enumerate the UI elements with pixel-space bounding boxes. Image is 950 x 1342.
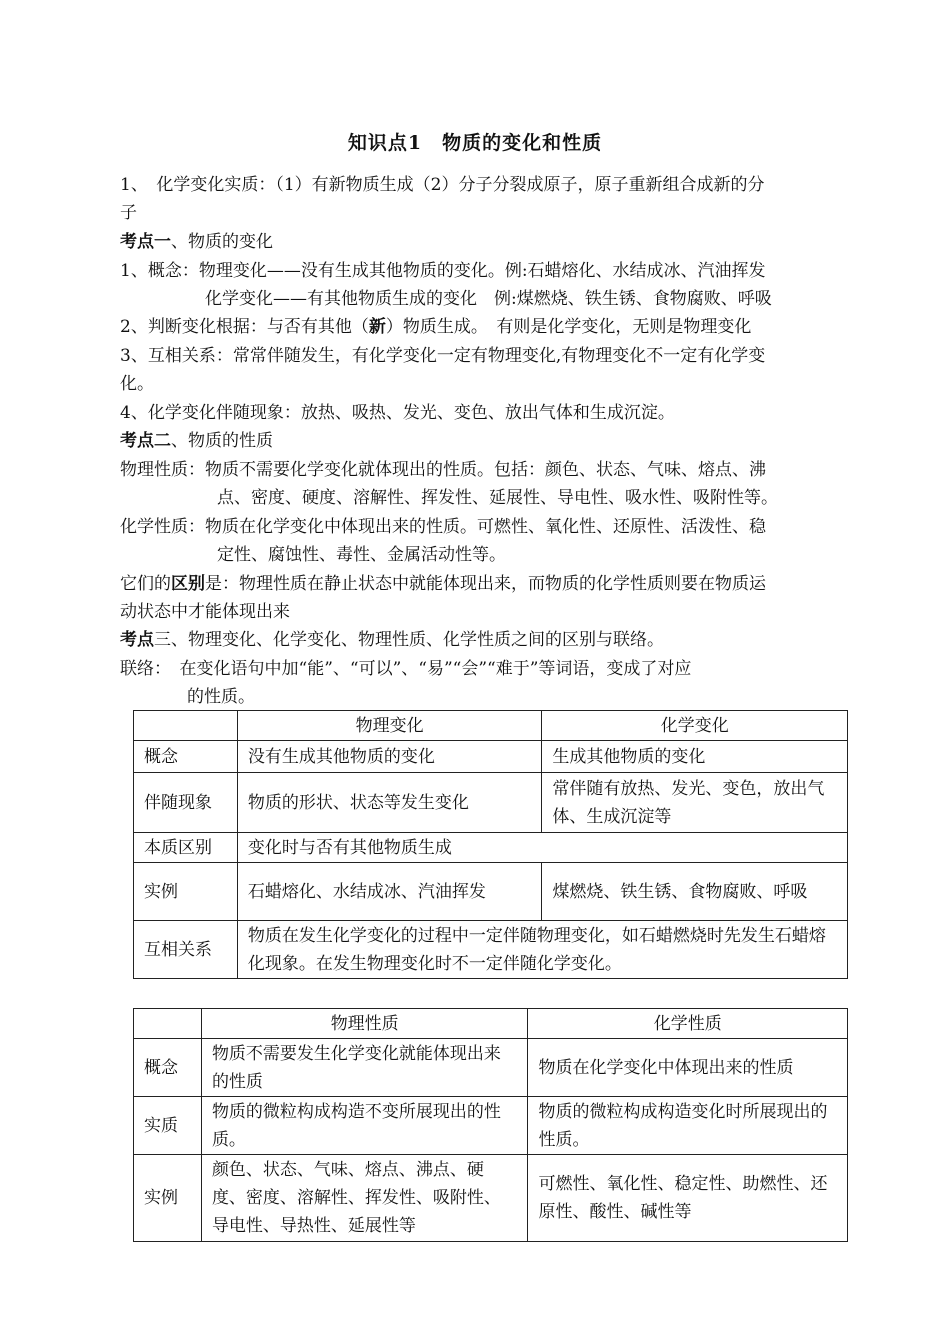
- table-cell: 物质的微粒构成构造不变所展现出的性质。: [201, 1097, 528, 1155]
- table-row: [134, 773, 848, 833]
- row-label: 概念: [134, 1039, 202, 1097]
- kp1-heading-rest: 、物质的变化: [171, 232, 273, 252]
- phenomena-line: 4、化学变化伴随现象：放热、吸热、发光、变色、放出气体和生成沉淀。: [120, 403, 675, 423]
- property-comparison-table: [133, 1008, 848, 1242]
- header-cell: [134, 1009, 202, 1039]
- intro-line-2: 子: [120, 203, 137, 223]
- change-comparison-table: [133, 710, 848, 979]
- table-header-row: [134, 711, 848, 741]
- difference-line-1: [120, 570, 766, 598]
- chemical-property-line-2: 定性、腐蚀性、毒性、金属活动性等。: [217, 545, 506, 565]
- relation-line-2: 化。: [120, 374, 154, 394]
- table-cell: 物质的微粒构成构造变化时所展现出的性质。: [528, 1097, 848, 1155]
- table-cell: 煤燃烧、铁生锈、食物腐败、呼吸: [542, 863, 848, 921]
- table-cell: 可燃性、氧化性、稳定性、助燃性、还原性、酸性、碱性等: [528, 1155, 848, 1242]
- kp1-heading-bold: 考点一: [120, 232, 171, 252]
- kp3-heading: [120, 626, 664, 654]
- row-label: 互相关系: [134, 921, 238, 979]
- chemical-property-line-1: 化学性质：物质在化学变化中体现出来的性质。可燃性、氧化性、还原性、活泼性、稳: [120, 517, 766, 537]
- table-row: [134, 833, 848, 863]
- link-line-2: 的性质。: [187, 687, 255, 707]
- table-row: [134, 741, 848, 773]
- judge-pre: 2、判断变化根据：与否有其他（: [120, 317, 369, 337]
- link-line-1: 联络： 在变化语句中加“能”、“可以”、“易”“会”“难于”等词语，变成了对应: [120, 659, 692, 679]
- table-row: [134, 921, 848, 979]
- kp1-heading: [120, 228, 273, 256]
- table-cell: 生成其他物质的变化: [542, 741, 848, 773]
- kp2-heading-rest: 、物质的性质: [171, 431, 273, 451]
- diff-post: 是：物理性质在静止状态中就能体现出来，而物质的化学性质则要在物质运: [205, 574, 766, 594]
- table-cell: 没有生成其他物质的变化: [237, 741, 542, 773]
- header-cell: 化学变化: [542, 711, 848, 741]
- table-cell: 物质的形状、状态等发生变化: [237, 773, 542, 833]
- header-cell: 物理变化: [237, 711, 542, 741]
- page-title: 知识点1 物质的变化和性质: [347, 132, 603, 154]
- concept-line-2: 化学变化——有其他物质生成的变化 例:煤燃烧、铁生锈、食物腐败、呼吸: [205, 289, 772, 309]
- table-cell: 变化时与否有其他物质生成: [237, 833, 847, 863]
- concept-line-1: 1、概念：物理变化——没有生成其他物质的变化。例:石蜡熔化、水结成冰、汽油挥发: [120, 261, 766, 281]
- row-label: 实例: [134, 863, 238, 921]
- table-cell: 石蜡熔化、水结成冰、汽油挥发: [237, 863, 542, 921]
- header-cell: 化学性质: [528, 1009, 848, 1039]
- kp3-heading-bold: 考点: [120, 630, 154, 650]
- row-label: 概念: [134, 741, 238, 773]
- table-row: [134, 863, 848, 921]
- intro-line-1: 1、 化学变化实质：（1）有新物质生成（2）分子分裂成原子，原子重新组合成新的分: [120, 175, 765, 195]
- kp2-heading: [120, 427, 273, 455]
- relation-line-1: 3、互相关系：常常伴随发生，有化学变化一定有物理变化,有物理变化不一定有化学变: [120, 346, 766, 366]
- table-cell: 物质在发生化学变化的过程中一定伴随物理变化，如石蜡燃烧时先发生石蜡熔化现象。在发生物理变化时不一定伴随化学变化。: [237, 921, 847, 979]
- kp2-heading-bold: 考点二: [120, 431, 171, 451]
- physical-property-line-1: 物理性质：物质不需要化学变化就体现出的性质。包括：颜色、状态、气味、熔点、沸: [120, 460, 766, 480]
- judge-post: ）物质生成。 有则是化学变化，无则是物理变化: [385, 317, 752, 337]
- table-cell: 常伴随有放热、发光、变色，放出气体、生成沉淀等: [542, 773, 848, 833]
- table-row: [134, 1039, 848, 1097]
- table-row: [134, 1097, 848, 1155]
- physical-property-line-2: 点、密度、硬度、溶解性、挥发性、延展性、导电性、吸水性、吸附性等。: [217, 488, 778, 508]
- diff-pre: 它们的: [120, 574, 171, 594]
- judge-bold: 新: [368, 317, 386, 337]
- table-header-row: [134, 1009, 848, 1039]
- table-row: [134, 1155, 848, 1242]
- table-cell: 物质不需要发生化学变化就能体现出来的性质: [201, 1039, 528, 1097]
- judge-line: [120, 313, 751, 341]
- table-cell: 物质在化学变化中体现出来的性质: [528, 1039, 848, 1097]
- header-cell: [134, 711, 238, 741]
- row-label: 实质: [134, 1097, 202, 1155]
- table-cell: 颜色、状态、气味、熔点、沸点、硬度、密度、溶解性、挥发性、吸附性、导电性、导热性、延展性等: [201, 1155, 528, 1242]
- diff-bold: 区别: [171, 574, 205, 594]
- header-cell: 物理性质: [201, 1009, 528, 1039]
- row-label: 本质区别: [134, 833, 238, 863]
- row-label: 伴随现象: [134, 773, 238, 833]
- kp3-heading-rest: 三、物理变化、化学变化、物理性质、化学性质之间的区别与联络。: [154, 630, 664, 650]
- difference-line-2: 动状态中才能体现出来: [120, 602, 290, 622]
- row-label: 实例: [134, 1155, 202, 1242]
